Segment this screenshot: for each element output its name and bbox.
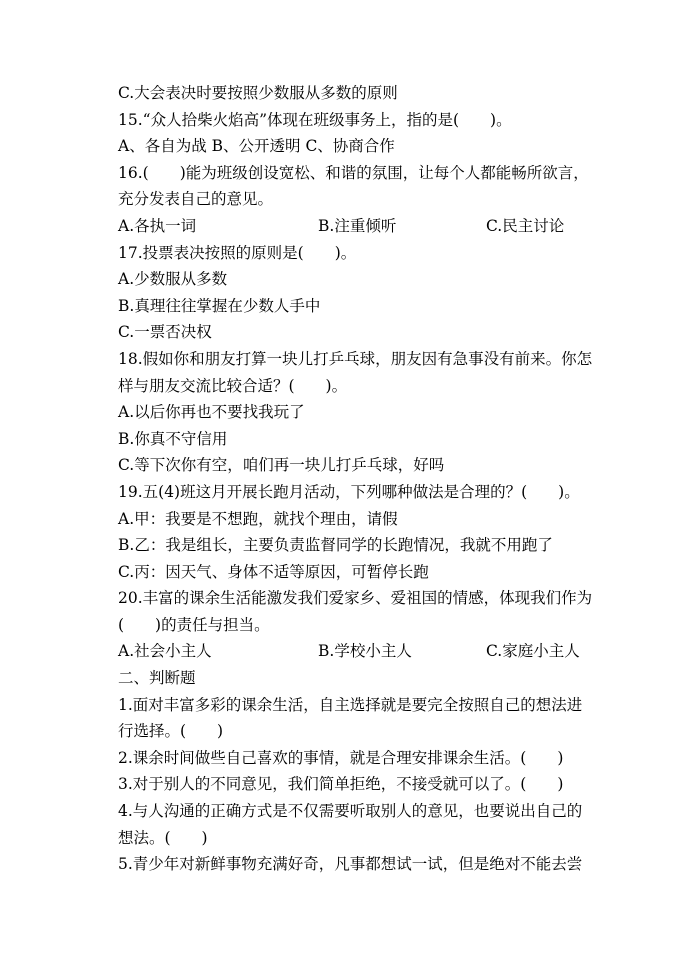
tf1-line2: 行选择。( )	[118, 722, 224, 741]
q16-option-a: A.各执一词	[118, 216, 197, 235]
tf4-line1: 4.与人沟通的正确方式是不仅需要听取别人的意见，也要说出自己的	[118, 802, 583, 821]
q20-options	[118, 638, 638, 665]
q17-option-b: B.真理往往掌握在少数人手中	[118, 296, 321, 315]
q20-option-b: B.学校小主人	[318, 642, 412, 661]
q18-stem-line1: 18.假如你和朋友打算一块儿打乒乓球，朋友因有急事没有前来。你怎	[118, 349, 593, 368]
q20-option-c: C.家庭小主人	[486, 642, 580, 661]
q15-stem: 15.“众人拾柴火焰高”体现在班级事务上，指的是( )。	[118, 110, 512, 129]
tf3: 3.对于别人的不同意见，我们简单拒绝，不接受就可以了。( )	[118, 775, 564, 794]
q16-option-b: B.注重倾听	[318, 216, 397, 235]
q17-option-c: C.一票否决权	[118, 323, 212, 342]
q18-option-a: A.以后你再也不要找我玩了	[118, 403, 305, 422]
tf4-line2: 想法。( )	[118, 828, 208, 847]
q20-stem-line1: 20.丰富的课余生活能激发我们爱家乡、爱祖国的情感，体现我们作为	[118, 589, 593, 608]
q16-options	[118, 213, 638, 240]
q16-option-c: C.民主讨论	[486, 216, 565, 235]
q19-stem: 19.五(4)班这月开展长跑月活动，下列哪种做法是合理的？( )。	[118, 482, 580, 501]
q19-option-a: A.甲：我要是不想跑，就找个理由，请假	[118, 509, 398, 528]
q17-option-a: A.少数服从多数	[118, 270, 228, 289]
q19-option-b: B.乙：我是组长，主要负责监督同学的长跑情况，我就不用跑了	[118, 536, 553, 555]
tf1-line1: 1.面对丰富多彩的课余生活，自主选择就是要完全按照自己的想法进	[118, 695, 583, 714]
q16-stem-line2: 充分发表自己的意见。	[118, 190, 274, 209]
q20-stem-line2: ( )的责任与担当。	[118, 615, 270, 634]
tf2: 2.课余时间做些自己喜欢的事情，就是合理安排课余生活。( )	[118, 748, 564, 767]
q14-option-c: C.大会表决时要按照少数服从多数的原则	[118, 84, 398, 102]
q18-option-c: C.等下次你有空，咱们再一块儿打乒乓球，好吗	[118, 456, 445, 475]
document-page	[118, 80, 638, 878]
q18-stem-line2: 样与朋友交流比较合适？( )。	[118, 376, 348, 395]
q15-options: A、各自为战 B、公开透明 C、协商合作	[118, 137, 395, 156]
q18-option-b: B.你真不守信用	[118, 429, 228, 448]
tf5-line1: 5.青少年对新鲜事物充满好奇，凡事都想试一试，但是绝对不能去尝	[118, 855, 583, 874]
q19-option-c: C.丙：因天气、身体不适等原因，可暂停长跑	[118, 562, 429, 581]
q16-stem-line1: 16.( )能为班级创设宽松、和谐的氛围，让每个人都能畅所欲言，	[118, 163, 589, 182]
q17-stem: 17.投票表决按照的原则是( )。	[118, 243, 357, 262]
section-heading-true-false: 二、判断题	[118, 669, 196, 688]
q20-option-a: A.社会小主人	[118, 642, 212, 661]
